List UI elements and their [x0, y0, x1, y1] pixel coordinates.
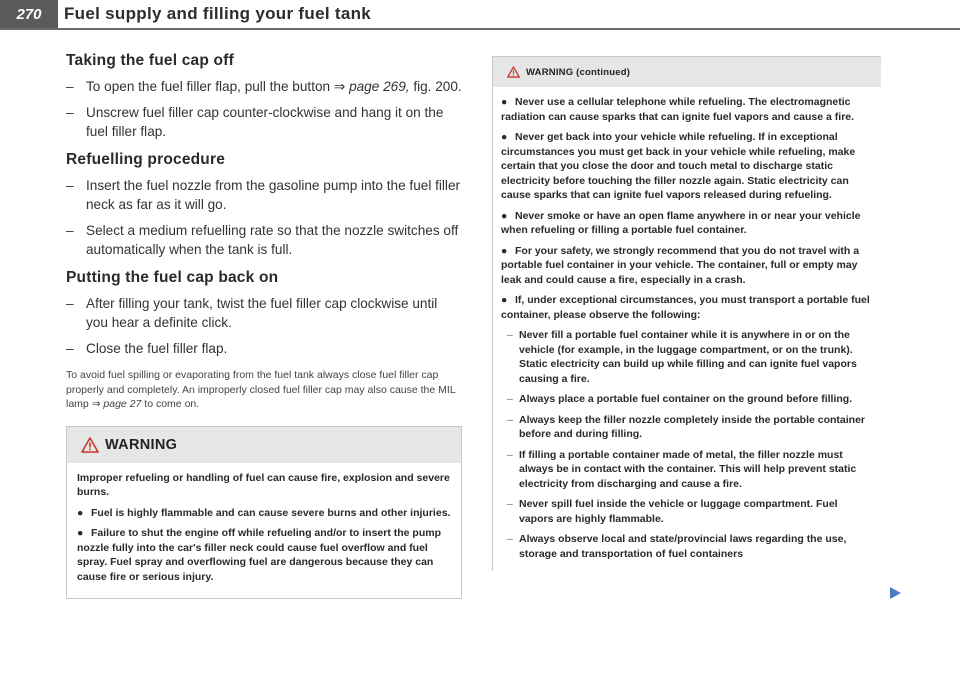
warning-box — [66, 426, 462, 600]
page-reference[interactable]: ⇒ page 269, — [333, 79, 410, 94]
page-title: Fuel supply and filling your fuel tank — [64, 4, 372, 23]
step-item: – Close the fuel filler flap. — [66, 341, 228, 356]
warning-bullet: ● Never smoke or have an open flame anywhere in or near your vehicle when refueling or filling a portable fuel container. — [501, 209, 861, 236]
section-taking-cap-off — [66, 52, 462, 141]
warning-bullet: ● Never use a cellular telephone while refueling. The electromagnetic radiation can cause sparks that can ignite fuel vapors and cause a fire. — [501, 96, 855, 123]
step-item: – To open the fuel filler flap, pull the button ⇒ page 269, fig. 200. — [66, 79, 462, 94]
page-number: 270 — [0, 0, 58, 28]
warning-subitem: – If filling a portable container made of metal, the filler nozzle must always be in contact with the container. This will help prevent static electricity from discharging and cause a fire. — [507, 448, 857, 490]
section-cap-back-on — [66, 269, 462, 358]
warning-triangle-icon — [507, 66, 520, 78]
warning-subitem: – Always place a portable fuel container on the ground before filling. — [507, 393, 853, 405]
step-item: – Insert the fuel nozzle from the gasoline pump into the fuel filler neck as far as it will go. — [66, 178, 461, 212]
warning-bullet: ● For your safety, we strongly recommend that you do not travel with a portable fuel container in your vehicle. The container, full or empty may leak and could cause a fire, especially in a crash. — [501, 244, 860, 286]
section-heading: Putting the fuel cap back on — [66, 269, 279, 286]
page-header — [0, 0, 960, 30]
warning-subitem: – Always keep the filler nozzle completely inside the portable container before and during filling. — [507, 413, 866, 440]
warning-intro: Improper refueling or handling of fuel can cause fire, explosion and severe burns. — [77, 471, 450, 498]
step-item: – After filling your tank, twist the fuel filler cap clockwise until you hear a definite click. — [66, 296, 438, 330]
section-heading: Taking the fuel cap off — [66, 52, 234, 69]
step-item: – Select a medium refuelling rate so that the nozzle switches off automatically when the tank is full. — [66, 223, 459, 257]
header-divider — [0, 28, 960, 30]
note-text: To avoid fuel spilling or evaporating from the fuel tank always close fuel filler cap properly and completely. An improperly closed fuel filler cap may also cause the MIL lamp ⇒ page 27 to come on. — [66, 369, 456, 410]
warning-subitem: – Always observe local and state/provincial laws regarding the use, storage and transportation of fuel containers — [507, 533, 847, 560]
warning-bullet: ● Never get back into your vehicle while refueling. If in exceptional circumstances you must get back in your vehicle while refueling, make certain that you close the door and touch metal to discharge static electricity before touching the filler nozzle again. Static electricity can cause sparks that can ignite fuel vapors released during refueling. — [501, 131, 856, 201]
section-heading: Refuelling procedure — [66, 151, 226, 168]
warning-subitem: – Never spill fuel inside the vehicle or luggage compartment. Fuel vapors are highly flammable. — [507, 498, 838, 525]
left-column — [66, 52, 462, 599]
warning-header — [493, 57, 881, 87]
section-refuelling-procedure — [66, 151, 462, 259]
warning-bullet: ● If, under exceptional circumstances, you must transport a portable fuel container, please observe the following: — [501, 294, 870, 321]
step-item: – Unscrew fuel filler cap counter-clockwise and hang it on the fuel filler flap. — [66, 105, 444, 139]
warning-title: WARNING — [105, 436, 178, 453]
warning-header — [67, 427, 461, 463]
page-reference[interactable]: ⇒ page 27 — [91, 398, 142, 410]
continue-arrow-icon[interactable] — [888, 586, 902, 600]
right-column — [492, 56, 882, 571]
warning-body — [493, 87, 881, 571]
warning-triangle-icon — [81, 437, 99, 453]
warning-box-continued — [492, 56, 881, 571]
warning-bullet: ● Fuel is highly flammable and can cause severe burns and other injuries. — [77, 506, 451, 519]
warning-bullet: ● Failure to shut the engine off while refueling and/or to insert the pump nozzle fully into the car's filler neck could cause fuel overflow and fuel spray. Fuel spray and overflowing fuel are dangerous because they can cause fire or serious injury. — [77, 527, 442, 583]
warning-body — [67, 463, 461, 599]
warning-title: WARNING (continued) — [526, 66, 631, 78]
warning-subitem: – Never fill a portable fuel container while it is anywhere in or on the vehicle (for example, in the luggage compartment, or on the trunk). Static electricity can build up while filling and can ignite fuel vapors causing a fire. — [507, 329, 857, 385]
